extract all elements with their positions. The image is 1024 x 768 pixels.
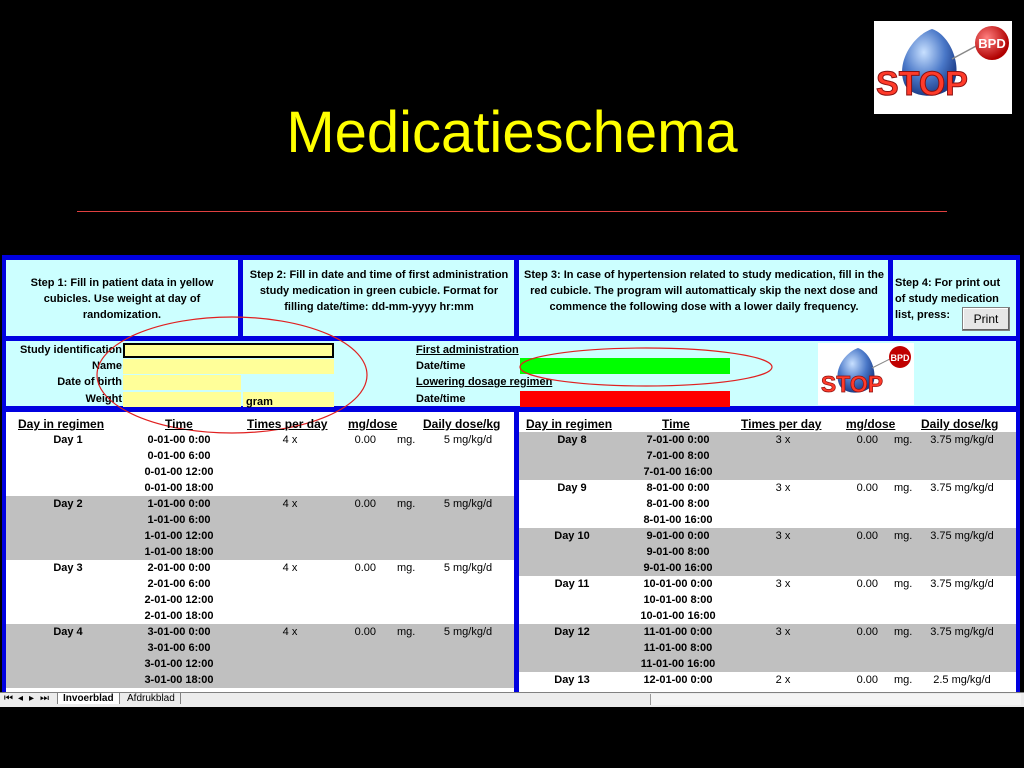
dose-time: 7-01-00 16:00 xyxy=(643,466,713,478)
day-label: Day 8 xyxy=(557,434,587,446)
dose-time: 0-01-00 0:00 xyxy=(147,434,211,446)
mg-unit: mg. xyxy=(397,562,416,574)
mg-dose: 0.00 xyxy=(856,674,878,686)
table-row xyxy=(519,576,1016,624)
name-label: Name xyxy=(92,360,122,372)
header-day-right: Day in regimen xyxy=(526,417,613,431)
mg-unit: mg. xyxy=(894,530,913,542)
times-per-day: 2 x xyxy=(775,674,791,686)
table-row xyxy=(6,560,514,624)
dose-time: 3-01-00 12:00 xyxy=(144,658,214,670)
logo-small-stop-text: STOP xyxy=(820,371,884,397)
mg-dose: 0.00 xyxy=(856,626,878,638)
table-row xyxy=(519,528,1016,576)
dose-time: 10-01-00 16:00 xyxy=(640,610,716,622)
times-per-day: 3 x xyxy=(775,626,791,638)
dose-time: 11-01-00 8:00 xyxy=(643,642,713,654)
mg-dose: 0.00 xyxy=(354,434,376,446)
table-row xyxy=(6,496,514,560)
day-label: Day 2 xyxy=(53,498,83,510)
mg-dose: 0.00 xyxy=(856,530,878,542)
dose-time: 9-01-00 0:00 xyxy=(646,530,710,542)
slide-title: Medicatieschema xyxy=(286,100,738,165)
mg-dose: 0.00 xyxy=(856,482,878,494)
table-row xyxy=(6,624,514,688)
daily-dose: 3.75 mg/kg/d xyxy=(930,530,994,542)
header-daily-left: Daily dose/kg xyxy=(423,417,501,431)
dose-time: 3-01-00 6:00 xyxy=(147,642,211,654)
dose-time: 0-01-00 18:00 xyxy=(144,482,214,494)
mg-unit: mg. xyxy=(894,434,913,446)
table-row xyxy=(519,480,1016,528)
print-button[interactable]: Print xyxy=(962,307,1010,331)
header-day-left: Day in regimen xyxy=(18,417,105,431)
sheet-tab-bar xyxy=(0,692,1024,707)
dose-time: 8-01-00 0:00 xyxy=(646,482,710,494)
mg-unit: mg. xyxy=(894,578,913,590)
dose-time: 11-01-00 0:00 xyxy=(643,626,713,638)
dose-time: 2-01-00 18:00 xyxy=(144,610,214,622)
sheet-nav-first-icon[interactable]: ⏮ xyxy=(4,693,13,704)
day-label: Day 12 xyxy=(554,626,590,638)
header-times-right: Times per day xyxy=(741,417,822,431)
times-per-day: 3 x xyxy=(775,482,791,494)
header-time-left: Time xyxy=(165,417,193,431)
table-row xyxy=(519,624,1016,672)
dose-time: 1-01-00 6:00 xyxy=(147,514,211,526)
daily-dose: 5 mg/kg/d xyxy=(443,626,493,638)
logo-stop-text: STOP xyxy=(876,65,968,103)
dose-time: 10-01-00 8:00 xyxy=(643,594,713,606)
daily-dose: 3.75 mg/kg/d xyxy=(930,626,994,638)
spreadsheet xyxy=(2,255,1020,693)
lowering-label: Lowering dosage regimen xyxy=(416,376,553,388)
daily-dose: 5 mg/kg/d xyxy=(443,434,493,446)
stop-bpd-logo xyxy=(874,21,1012,114)
mg-unit: mg. xyxy=(894,674,913,686)
times-per-day: 4 x xyxy=(282,434,298,446)
mg-unit: mg. xyxy=(397,434,416,446)
dose-time: 3-01-00 0:00 xyxy=(147,626,211,638)
dose-time: 7-01-00 0:00 xyxy=(646,434,710,446)
dose-time: 2-01-00 12:00 xyxy=(144,594,214,606)
mg-unit: mg. xyxy=(894,482,913,494)
header-mg-left: mg/dose xyxy=(348,417,398,431)
dose-time: 1-01-00 12:00 xyxy=(144,530,214,542)
title-divider xyxy=(77,211,947,212)
weight-label: Weight xyxy=(85,393,122,405)
dose-time: 7-01-00 8:00 xyxy=(646,450,710,462)
mg-unit: mg. xyxy=(894,626,913,638)
dose-time: 1-01-00 0:00 xyxy=(147,498,211,510)
daily-dose: 5 mg/kg/d xyxy=(443,562,493,574)
dose-time: 2-01-00 6:00 xyxy=(147,578,211,590)
dose-time: 0-01-00 6:00 xyxy=(147,450,211,462)
logo-bpd-text: BPD xyxy=(978,36,1006,51)
table-row xyxy=(519,672,1016,688)
sheet-tab-invoerblad[interactable]: Invoerblad xyxy=(57,693,120,704)
times-per-day: 4 x xyxy=(282,498,298,510)
times-per-day: 4 x xyxy=(282,626,298,638)
day-label: Day 10 xyxy=(554,530,590,542)
step-2-text: Step 2: Fill in date and time of first administration study medication in green cubicle. Format for filling date/time: dd-mm-yyyy hr:mm xyxy=(249,269,509,313)
dose-time: 10-01-00 0:00 xyxy=(643,578,713,590)
daily-dose: 3.75 mg/kg/d xyxy=(930,482,994,494)
step-4-text: Step 4: For print out of study medication list, press: xyxy=(895,277,1001,321)
mg-dose: 0.00 xyxy=(354,498,376,510)
sheet-tab-afdrukblad[interactable]: Afdrukblad xyxy=(122,693,181,704)
study-id-label: Study identification xyxy=(19,344,122,356)
mg-dose: 0.00 xyxy=(856,578,878,590)
day-label: Day 9 xyxy=(557,482,587,494)
datetime-label: Date/time xyxy=(416,360,466,372)
sheet-nav-next-icon[interactable]: ▸ xyxy=(29,693,35,704)
mg-dose: 0.00 xyxy=(354,562,376,574)
header-times-left: Times per day xyxy=(247,417,328,431)
header-mg-right: mg/dose xyxy=(846,417,896,431)
sheet-nav-last-icon[interactable]: ⏭ xyxy=(40,693,49,704)
times-per-day: 4 x xyxy=(282,562,298,574)
step-1-text: Step 1: Fill in patient data in yellow cubicles. Use weight at day of randomization. xyxy=(30,277,214,321)
day-label: Day 1 xyxy=(53,434,83,446)
daily-dose: 5 mg/kg/d xyxy=(443,498,493,510)
mg-unit: mg. xyxy=(397,626,416,638)
mg-unit: mg. xyxy=(397,498,416,510)
day-label: Day 13 xyxy=(554,674,590,686)
weight-unit: gram xyxy=(246,396,273,408)
times-per-day: 3 x xyxy=(775,578,791,590)
header-time-right: Time xyxy=(662,417,690,431)
logo-small-bpd-text: BPD xyxy=(890,353,910,363)
step-3-text: Step 3: In case of hypertension related to study medication, fill in the red cubicle. The program will automatticaly skip the next dose and commence the following dose with a lower daily frequency. xyxy=(523,269,884,313)
first-admin-label: First administration xyxy=(416,344,519,356)
daily-dose: 2.5 mg/kg/d xyxy=(933,674,991,686)
dob-label: Date of birth xyxy=(57,376,122,388)
day-label: Day 11 xyxy=(554,578,590,590)
dose-time: 0-01-00 12:00 xyxy=(144,466,214,478)
dose-time: 1-01-00 18:00 xyxy=(144,546,214,558)
table-row xyxy=(519,432,1016,480)
dose-time: 9-01-00 16:00 xyxy=(643,562,713,574)
day-label: Day 3 xyxy=(53,562,83,574)
dose-time: 11-01-00 16:00 xyxy=(640,658,716,670)
mg-dose: 0.00 xyxy=(354,626,376,638)
day-label: Day 4 xyxy=(53,626,83,638)
mg-dose: 0.00 xyxy=(856,434,878,446)
header-daily-right: Daily dose/kg xyxy=(921,417,999,431)
dose-time: 12-01-00 0:00 xyxy=(643,674,713,686)
horizontal-scrollbar[interactable] xyxy=(650,694,1021,705)
dose-time: 8-01-00 16:00 xyxy=(643,514,713,526)
dose-time: 8-01-00 8:00 xyxy=(646,498,710,510)
dose-time: 2-01-00 0:00 xyxy=(147,562,211,574)
daily-dose: 3.75 mg/kg/d xyxy=(930,434,994,446)
dose-time: 9-01-00 8:00 xyxy=(646,546,710,558)
daily-dose: 3.75 mg/kg/d xyxy=(930,578,994,590)
times-per-day: 3 x xyxy=(775,530,791,542)
table-row xyxy=(6,432,514,496)
dose-time: 3-01-00 18:00 xyxy=(144,674,214,686)
times-per-day: 3 x xyxy=(775,434,791,446)
sheet-nav-prev-icon[interactable]: ◂ xyxy=(18,693,24,704)
datetime-label-2: Date/time xyxy=(416,393,466,405)
